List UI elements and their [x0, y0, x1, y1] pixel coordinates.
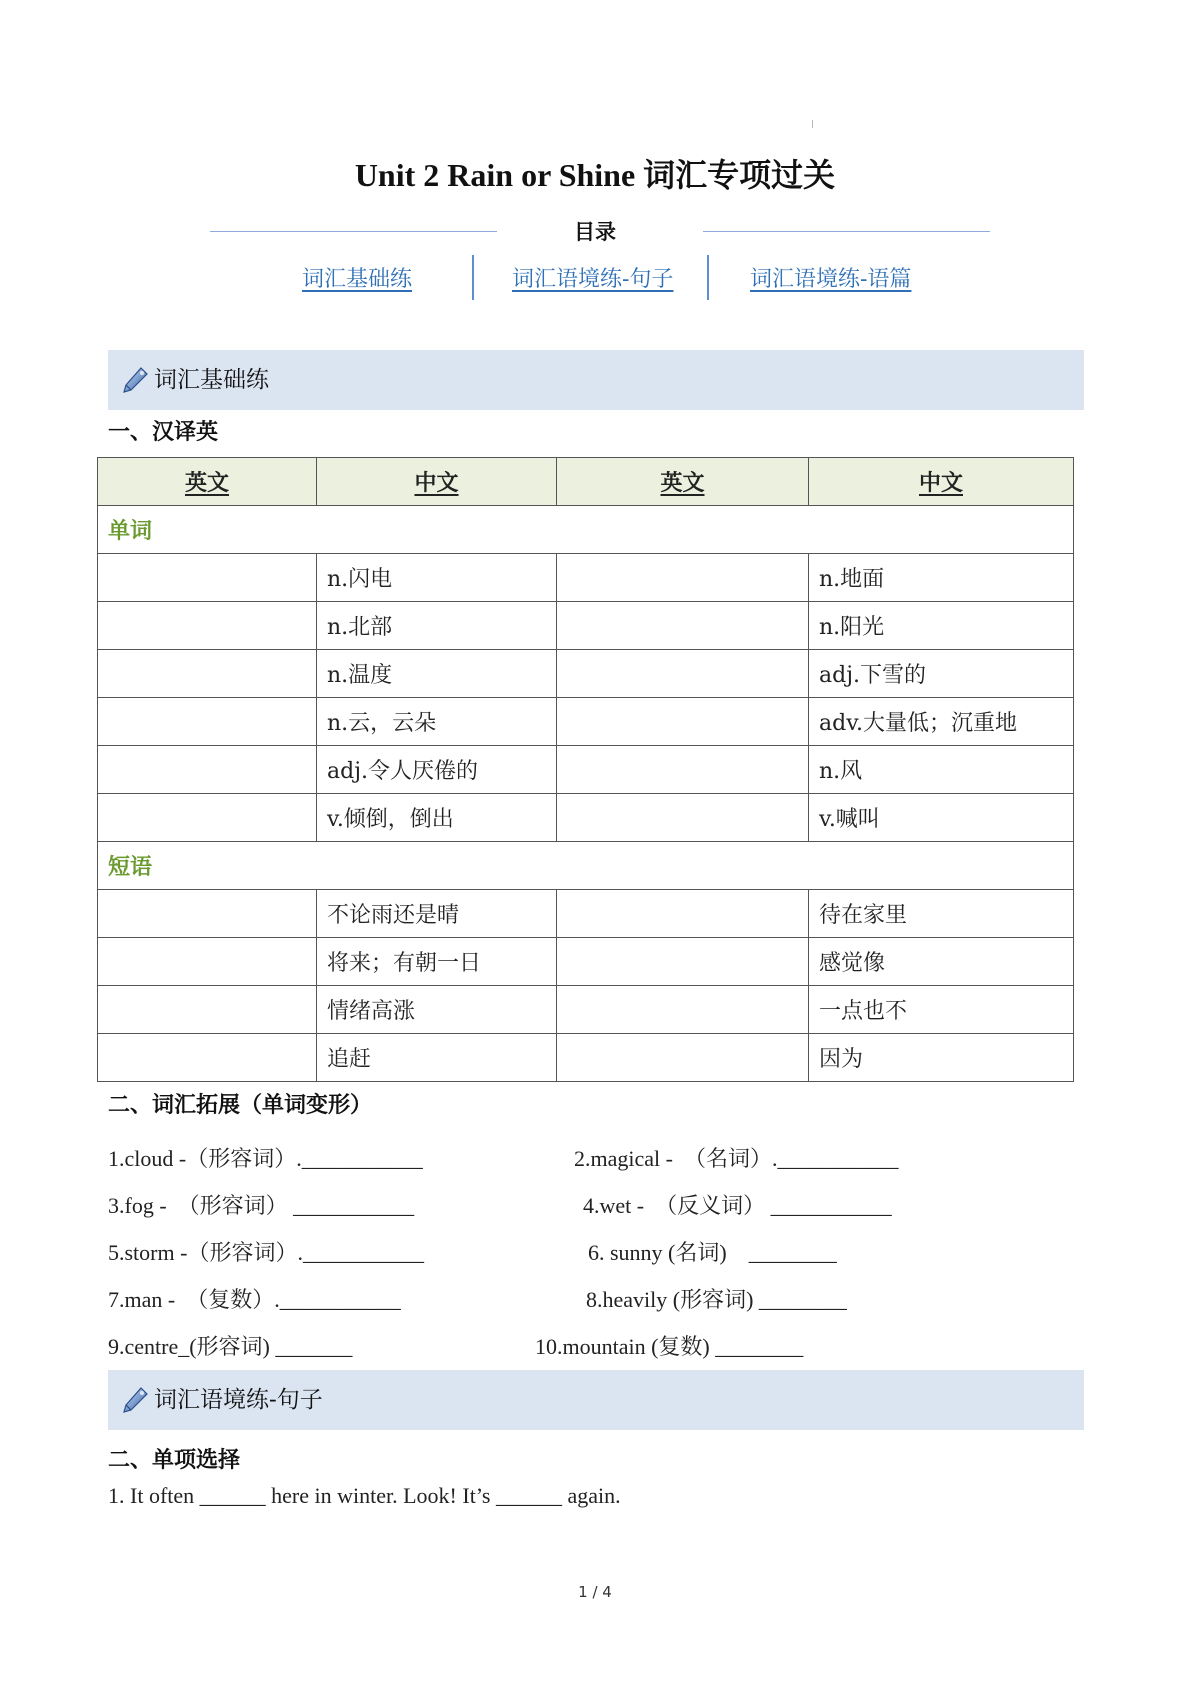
table-row [98, 1034, 1074, 1082]
answer-cell[interactable] [557, 1034, 809, 1082]
answer-cell[interactable] [98, 794, 317, 842]
toc-link-basics[interactable]: 词汇基础练 [302, 267, 413, 292]
column-header: 英文 [98, 458, 317, 506]
table-cell: n.北部 [317, 602, 557, 650]
table-row [98, 890, 1074, 938]
toc-link-passages[interactable]: 词汇语境练-语篇 [750, 267, 912, 292]
answer-cell[interactable] [557, 938, 809, 986]
table-cell: v.倾倒，倒出 [317, 794, 557, 842]
exercise-item[interactable]: 7.man - （复数）.___________ [108, 1287, 401, 1312]
answer-cell[interactable] [557, 890, 809, 938]
exercise-item[interactable]: 4.wet - （反义词） ___________ [583, 1193, 892, 1218]
table-cell: adj.令人厌倦的 [317, 746, 557, 794]
pencil-icon [121, 366, 149, 394]
section-row-phrases [98, 842, 1074, 890]
answer-cell[interactable] [557, 746, 809, 794]
table-row [98, 698, 1074, 746]
table-cell: adv.大量低；沉重地 [809, 698, 1074, 746]
answer-cell[interactable] [98, 746, 317, 794]
section-heading: 二、单项选择 [108, 1447, 241, 1473]
exercise-item[interactable]: 8.heavily (形容词) ________ [586, 1287, 847, 1312]
table-cell: adj.下雪的 [809, 650, 1074, 698]
section-heading: 二、词汇拓展（单词变形） [108, 1092, 373, 1118]
table-header-row [98, 458, 1074, 506]
exercise-item[interactable]: 9.centre_(形容词) _______ [108, 1334, 353, 1359]
answer-cell[interactable] [557, 698, 809, 746]
answer-cell[interactable] [98, 650, 317, 698]
exercise-item[interactable]: 2.magical - （名词）.___________ [574, 1146, 899, 1171]
table-row [98, 746, 1074, 794]
margin-mark [812, 120, 813, 128]
toc-right-rule [703, 231, 990, 232]
answer-cell[interactable] [557, 794, 809, 842]
table-cell: 一点也不 [809, 986, 1074, 1034]
table-cell: 情绪高涨 [317, 986, 557, 1034]
answer-cell[interactable] [557, 650, 809, 698]
answer-cell[interactable] [98, 698, 317, 746]
table-cell: n.地面 [809, 554, 1074, 602]
exercise-item[interactable]: 5.storm -（形容词）.___________ [108, 1240, 424, 1265]
table-cell: 追赶 [317, 1034, 557, 1082]
toc-link-sentences[interactable]: 词汇语境练-句子 [512, 267, 674, 292]
table-cell: n.阳光 [809, 602, 1074, 650]
toc-separator [707, 255, 709, 300]
table-cell: n.风 [809, 746, 1074, 794]
section-label-words: 单词 [98, 506, 1074, 554]
document-title: Unit 2 Rain or Shine 词汇专项过关 [354, 157, 836, 193]
table-row [98, 794, 1074, 842]
table-cell: 待在家里 [809, 890, 1074, 938]
table-row [98, 938, 1074, 986]
answer-cell[interactable] [557, 986, 809, 1034]
section-row-words [98, 506, 1074, 554]
toc-separator [472, 255, 474, 300]
table-cell: n.云，云朵 [317, 698, 557, 746]
page-number: 1 / 4 [578, 1583, 612, 1601]
section-banner-basics [108, 350, 1084, 410]
section-label-phrases: 短语 [98, 842, 1074, 890]
vocabulary-table [97, 457, 1074, 1082]
section-banner-label: 词汇基础练 [154, 367, 269, 393]
column-header: 英文 [557, 458, 809, 506]
answer-cell[interactable] [98, 890, 317, 938]
exercise-item[interactable]: 3.fog - （形容词） ___________ [108, 1193, 415, 1218]
section-banner-label: 词汇语境练-句子 [154, 1387, 323, 1413]
question-item[interactable]: 1. It often ______ here in winter. Look! It’s ______ again. [108, 1483, 621, 1508]
table-cell: n.温度 [317, 650, 557, 698]
table-cell: 因为 [809, 1034, 1074, 1082]
section-heading: 一、汉译英 [108, 419, 219, 445]
answer-cell[interactable] [98, 938, 317, 986]
exercise-item[interactable]: 6. sunny (名词) ________ [588, 1240, 837, 1265]
table-cell: 不论雨还是晴 [317, 890, 557, 938]
table-cell: 感觉像 [809, 938, 1074, 986]
exercise-item[interactable]: 1.cloud -（形容词）.___________ [108, 1146, 423, 1171]
answer-cell[interactable] [98, 1034, 317, 1082]
table-row [98, 650, 1074, 698]
answer-cell[interactable] [557, 602, 809, 650]
answer-cell[interactable] [557, 554, 809, 602]
table-cell: n.闪电 [317, 554, 557, 602]
answer-cell[interactable] [98, 602, 317, 650]
toc-title: 目录 [574, 219, 616, 244]
section-banner-sentences [108, 1370, 1084, 1430]
table-row [98, 602, 1074, 650]
table-cell: v.喊叫 [809, 794, 1074, 842]
table-cell: 将来；有朝一日 [317, 938, 557, 986]
exercise-item[interactable]: 10.mountain (复数) ________ [535, 1334, 804, 1359]
table-row [98, 554, 1074, 602]
table-row [98, 986, 1074, 1034]
answer-cell[interactable] [98, 986, 317, 1034]
column-header: 中文 [809, 458, 1074, 506]
column-header: 中文 [317, 458, 557, 506]
answer-cell[interactable] [98, 554, 317, 602]
pencil-icon [121, 1386, 149, 1414]
